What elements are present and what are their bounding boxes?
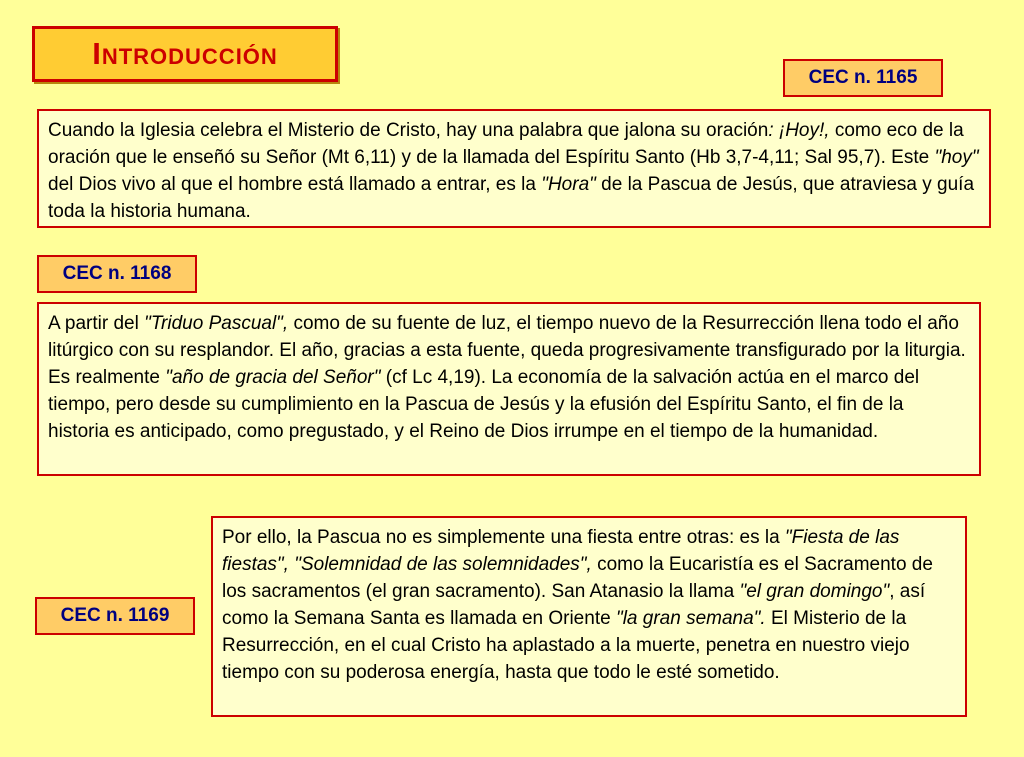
text-segment: : ¡Hoy!, xyxy=(768,120,830,141)
text-segment: "Hora" xyxy=(541,174,596,195)
text-segment: , así como la Semana Santa es llamada en Oriente xyxy=(222,581,926,629)
cec-ref-1169: CEC n. 1169 xyxy=(35,597,195,635)
title-text: INTRODUCCIÓN xyxy=(92,36,278,71)
text-segment: como de su fuente de luz, el tiempo nuevo de la Resurrección llena todo el año litúrgico con su resplandor. El año, gracias a esta fuente, queda progresivamente transfigurado por la liturgia. Es realmente xyxy=(48,313,966,388)
cec-ref-1165: CEC n. 1165 xyxy=(783,59,943,97)
text-segment: El Misterio de la Resurrección, en el cual Cristo ha aplastado a la muerte, penetra en nuestro viejo tiempo con su poderosa energía, hasta que todo le esté sometido. xyxy=(222,608,910,683)
text-segment: "hoy" xyxy=(934,147,979,168)
text-segment: Cuando la Iglesia celebra el Misterio de Cristo, hay una palabra que jalona su oración xyxy=(48,120,769,141)
text-segment: "la gran semana". xyxy=(615,608,766,629)
text-segment: "Triduo Pascual", xyxy=(144,313,289,334)
text-segment: del Dios vivo al que el hombre está llamado a entrar, es la xyxy=(48,174,542,195)
paragraph-1165 xyxy=(37,109,991,228)
text-segment: "Fiesta de las fiestas", "Solemnidad de las solemnidades", xyxy=(222,527,900,575)
text-segment: A partir del xyxy=(48,313,145,334)
text-segment: (cf Lc 4,19). La economía de la salvación actúa en el marco del tiempo, pero desde su cumplimiento en la Pascua de Jesús y la efusión del Espíritu Santo, el fin de la historia es anticipado, como pregustado, y el Reino de Dios irrumpe en el tiempo de la humanidad. xyxy=(48,367,920,442)
text-segment: "el gran domingo" xyxy=(739,581,890,602)
text-segment: Por ello, la Pascua no es simplemente una fiesta entre otras: es la xyxy=(222,527,785,548)
slide-title xyxy=(32,26,338,82)
paragraph-1168 xyxy=(37,302,981,476)
text-segment: "año de gracia del Señor" xyxy=(165,367,381,388)
cec-ref-1168: CEC n. 1168 xyxy=(37,255,197,293)
text-segment: como eco de la oración que le enseñó su Señor (Mt 6,11) y de la llamada del Espíritu Santo (Hb 3,7-4,11; Sal 95,7). Este xyxy=(48,120,964,168)
text-segment: como la Eucaristía es el Sacramento de los sacramentos (el gran sacramento). San Atanasio la llama xyxy=(222,554,933,602)
paragraph-1169 xyxy=(211,516,967,717)
text-segment: de la Pascua de Jesús, que atraviesa y guía toda la historia humana. xyxy=(48,174,975,222)
